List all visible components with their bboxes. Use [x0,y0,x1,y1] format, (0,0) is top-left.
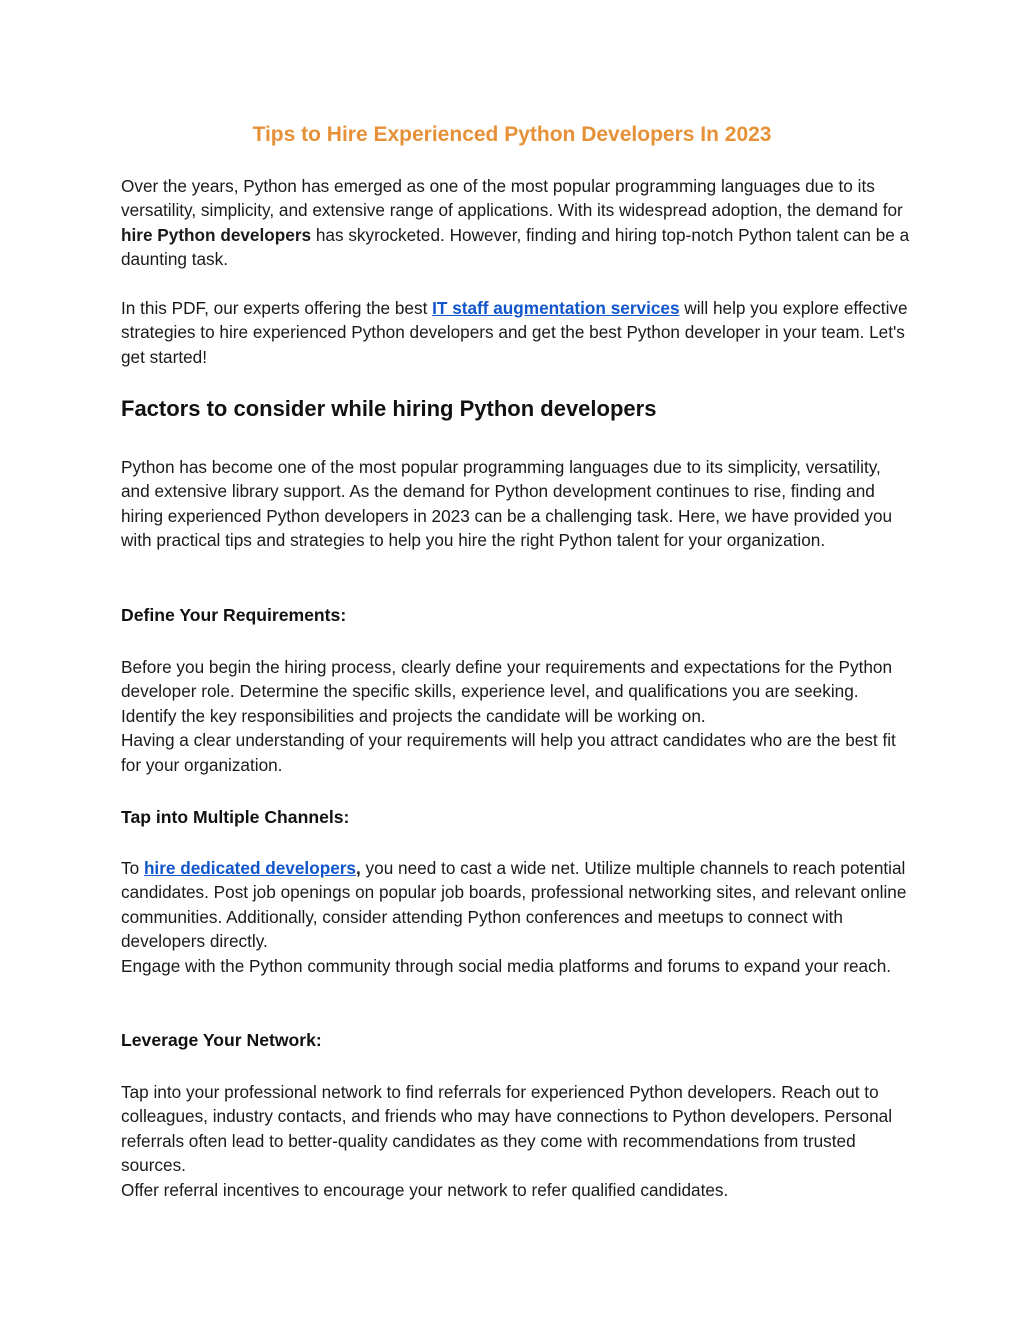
define-section [121,602,911,628]
network-heading: Leverage Your Network: [121,1030,322,1050]
hire-dedicated-developers-link[interactable]: hire dedicated developers [143,858,356,878]
intro-paragraph-2 [121,296,911,369]
network-body [121,1080,911,1202]
intro2-text-a: In this PDF, our experts offering the best [121,298,433,318]
intro-bold-phrase: hire Python developers [121,224,312,245]
factors-body [121,455,911,553]
intro-text-b: has skyrocketed. However, finding and hiring top-notch Python talent can be a daunting task. [121,224,910,270]
factors-section [121,394,911,424]
define-body [121,655,911,777]
intro2-text-b: will help you explore effective strategies to hire experienced Python developers and get the best Python developer in your team. Let's get started! [121,298,908,367]
channels-section [121,804,911,830]
channels-comma: , [356,858,361,878]
channels-heading: Tap into Multiple Channels: [121,807,350,827]
factors-paragraph: Python has become one of the most popular programming languages due to its simplicity, versatility, and extensive library support. As the demand for Python development continues to rise, finding and hiring experienced Python developers in 2023 can be a challenging task. Here, we have provided you with practical tips and strategies to help you hire the right Python talent for your organization. [121,457,893,551]
intro-paragraph-1 [121,174,911,272]
network-paragraph-2: Offer referral incentives to encourage your network to refer qualified candidates. [121,1179,729,1200]
document-title: Tips to Hire Experienced Python Developers In 2023 [252,123,772,146]
it-staff-augmentation-link[interactable]: IT staff augmentation services [432,298,680,318]
channels-body [121,856,911,978]
channels-paragraph-2: Engage with the Python community through social media platforms and forums to expand your reach. [121,955,892,976]
define-paragraph-1: Before you begin the hiring process, clearly define your requirements and expectations for the Python developer role. Determine the specific skills, experience level, and qualifications you are seeking. Identify the key responsibilities and projects the candidate will be working on. [121,657,893,726]
network-section [121,1027,911,1053]
define-paragraph-2: Having a clear understanding of your requirements will help you attract candidates who are the best fit for your organization. [121,730,896,775]
intro-text-a: Over the years, Python has emerged as one of the most popular programming languages due to its versatility, simplicity, and extensive range of applications. With its widespread adoption, the demand for [121,176,903,221]
channels-text-a: To [121,858,144,878]
factors-heading: Factors to consider while hiring Python developers [121,396,657,421]
channels-text-b: you need to cast a wide net. Utilize multiple channels to reach potential candidates. Post job openings on popular job boards, professional networking sites, and relevant online communities. Additionally, consider attending Python conferences and meetups to connect with developers directly. [121,858,907,952]
define-heading: Define Your Requirements: [121,605,347,625]
network-paragraph-1: Tap into your professional network to find referrals for experienced Python developers. Reach out to colleagues, industry contacts, and friends who may have connections to Python developers. Personal referrals often lead to better-quality candidates as they come with recommendations from trusted sources. [121,1082,893,1176]
